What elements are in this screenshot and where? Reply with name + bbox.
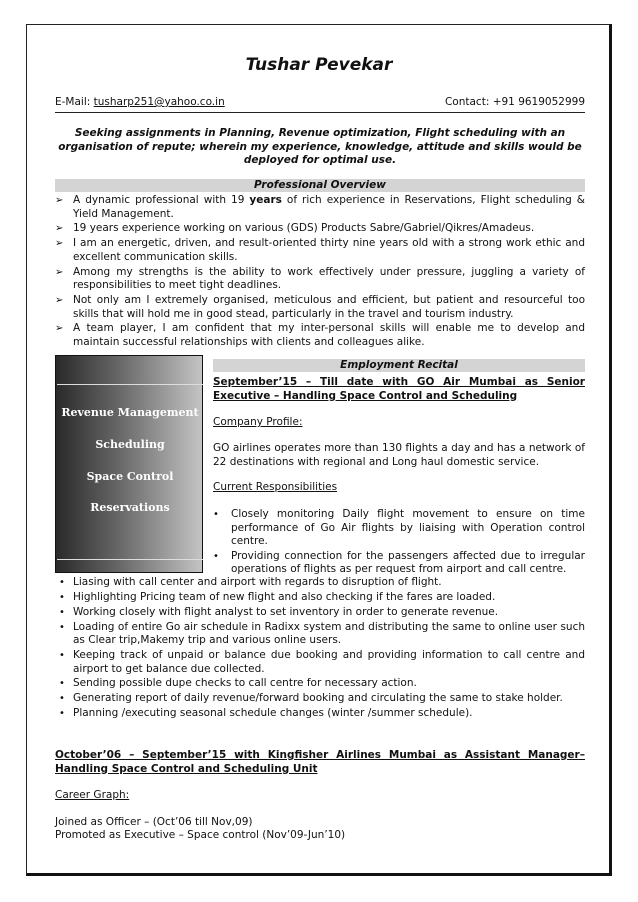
company-profile-label: Company Profile: — [213, 416, 303, 428]
overview-item: ➢ I am an energetic, driven, and result-oriented thirty nine years old with a strong work ethic and excellent communication skills. — [55, 237, 585, 263]
career-line-1: Joined as Officer – (Oct’06 till Nov,09) — [55, 816, 253, 828]
overview-item: ➢ A dynamic professional with 19 years of rich experience in Reservations, Flight scheduling & Yield Management. — [55, 194, 585, 220]
skill-scheduling: Scheduling — [95, 438, 165, 451]
arrow-bullet-icon: ➢ — [55, 223, 64, 235]
bullet-icon: • — [59, 678, 65, 690]
career-line-2: Promoted as Executive – Space control (Nov’09-Jun’10) — [55, 829, 346, 841]
responsibilities-side-list — [213, 508, 585, 578]
bullet-icon: • — [59, 621, 65, 633]
bullet-icon: • — [59, 693, 65, 705]
career-graph-label: Career Graph: — [55, 789, 130, 801]
contact-number: Contact: +91 9619052999 — [444, 96, 585, 108]
arrow-bullet-icon: ➢ — [55, 323, 64, 335]
email-link[interactable]: tusharp251@yahoo.co.in — [93, 96, 225, 108]
overview-item: ➢ Among my strengths is the ability to work effectively under pressure, juggling a variety of responsibilities to meet tight deadlines. — [55, 265, 585, 292]
list-item: • Keeping track of unpaid or balance due booking and providing information to call centre and airport to get balance due collected. — [59, 649, 585, 675]
list-item: • Highlighting Pricing team of new flight and also checking if the fares are loaded. — [59, 590, 496, 603]
objective-statement: Seeking assignments in Planning, Revenue optimization, Flight scheduling with an organisation of repute; wherein my experience, knowledge, attitude and skills would be deployed for optimal use. — [58, 127, 582, 166]
overview-list — [55, 194, 585, 351]
skill-reservations: Reservations — [90, 501, 170, 514]
list-item: • Providing connection for the passengers affected due to irregular operations of flights as per request from airport and call centre. — [213, 549, 585, 576]
overview-item: ➢ Not only am I extremely organised, meticulous and efficient, but patient and resourceful too skills that will hold me in good stead, particularly in the travel and tourism industry. — [55, 294, 585, 320]
header-divider — [55, 112, 585, 113]
overview-item: ➢ A team player, I am confident that my inter-personal skills will enable me to develop and maintain successful relationships with clients and colleagues alike. — [55, 322, 585, 348]
skill-revenue-management: Revenue Management — [61, 406, 199, 419]
list-item: • Sending possible dupe checks to call centre for necessary action. — [59, 677, 417, 690]
arrow-bullet-icon: ➢ — [55, 266, 64, 278]
job1-title: September’15 – Till date with GO Air Mumbai as Senior Executive – Handling Space Control and Scheduling — [213, 376, 585, 402]
bullet-icon: • — [59, 606, 65, 618]
email-label: E-Mail: — [55, 96, 91, 108]
bullet-icon: • — [59, 708, 65, 720]
arrow-bullet-icon: ➢ — [55, 195, 64, 206]
employment-heading: Employment Recital — [213, 359, 585, 372]
responsibilities-label: Current Responsibilities — [213, 481, 338, 493]
list-item: • Loading of entire Go air schedule in Radixx system and distributing the same to online user such as Clear trip,Makemy trip and various online users. — [59, 620, 585, 647]
list-item: • Liasing with call center and airport with regards to disruption of flight. — [59, 576, 442, 588]
contact-row — [55, 96, 585, 108]
arrow-bullet-icon: ➢ — [55, 295, 64, 307]
company-profile-text: GO airlines operates more than 130 flights a day and has a network of 22 destinations with regional and Long haul domestic service. — [213, 442, 585, 468]
skills-sidebar — [55, 355, 203, 573]
skills-sidebar-inner — [57, 384, 203, 560]
list-item: • Closely monitoring Daily flight movement to ensure on time performance of Go Air flights by liaising with Operation control centre. — [213, 508, 585, 547]
bullet-icon: • — [59, 591, 65, 603]
bullet-icon: • — [59, 650, 65, 662]
list-item: • Working closely with flight analyst to set inventory in order to generate revenue. — [59, 605, 499, 618]
job2-title: October’06 – September’15 with Kingfisher Airlines Mumbai as Assistant Manager– Handling Space Control and Scheduling Unit — [55, 749, 585, 775]
list-item: • Generating report of daily revenue/forward booking and circulating the same to stake holder. — [59, 692, 563, 705]
candidate-name: Tushar Pevekar — [245, 55, 393, 75]
list-item: • Planning /executing seasonal schedule changes (winter /summer schedule). — [59, 707, 473, 720]
responsibilities-list — [55, 576, 585, 722]
arrow-bullet-icon: ➢ — [55, 238, 64, 250]
skill-space-control: Space Control — [86, 470, 174, 483]
overview-item: ➢ 19 years experience working on various (GDS) Products Sabre/Gabriel/Qikres/Amadeus. — [55, 222, 535, 235]
email-block — [55, 96, 225, 108]
overview-heading: Professional Overview — [55, 179, 585, 192]
bullet-icon: • — [59, 577, 65, 588]
